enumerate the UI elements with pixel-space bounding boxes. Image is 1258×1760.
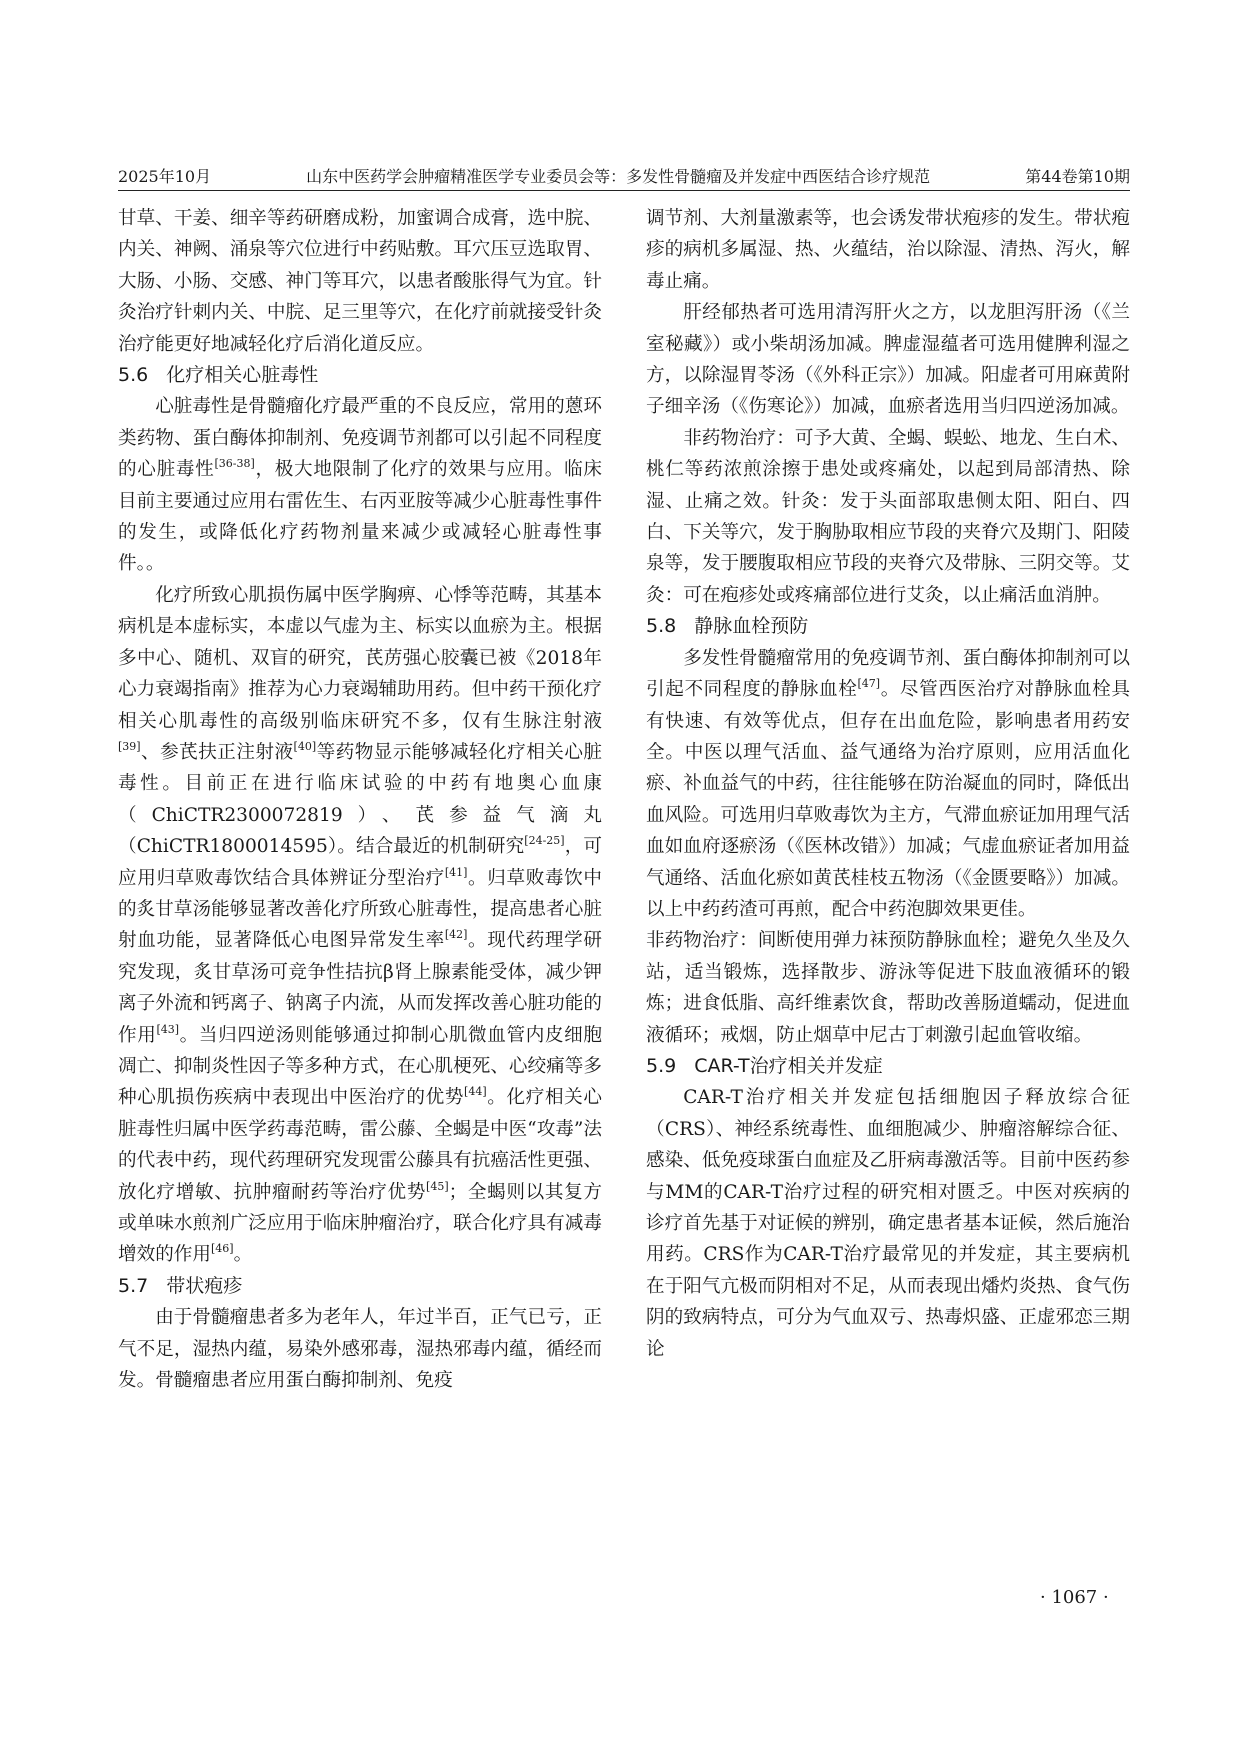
section-title: 带状疱疹 xyxy=(166,1274,243,1297)
paragraph-text: 。归草败毒饮中的炙甘草汤能够显著改善化疗所致心脏毒性，提高患者心脏射血功能，显著降低心电图异常发生率 xyxy=(118,867,602,952)
page-number: · 1067 · xyxy=(1040,1587,1109,1608)
paragraph-text: 等药物显示能够减轻化疗相关心脏毒性。目前正在进行临床试验的中药有地奥心血康（ChiCTR2300072819）、芪参益气滴丸（ChiCTR1800014595）。结合最近的机制研究 xyxy=(118,741,602,858)
header-issue: 第44卷第10期 xyxy=(1025,167,1130,186)
paragraph-text: 调节剂、大剂量激素等，也会诱发带状疱疹的发生。带状疱疹的病机多属湿、热、火蕴结，治以除湿、清热、泻火，解毒止痛。 xyxy=(646,208,1130,292)
paragraph-text: CAR-T治疗相关并发症包括细胞因子释放综合征（CRS）、神经系统毒性、血细胞减少、肿瘤溶解综合征、感染、低免疫球蛋白血症及乙肝病毒激活等。目前中医药参与MM的CAR-T治疗过程的研究相对匮乏。中医对疾病的诊疗首先基于对证候的辨别，确定患者基本证候，然后施治用药。CRS作为CAR-T治疗最常见的并发症，其主要病机在于阳气亢极而阴相对不足，从而表现出燔灼炎热、食气伤阴的致病特点，可分为气血双亏、热毒炽盛、正虚邪恋三期论 xyxy=(646,1087,1130,1360)
paragraph-text: 多发性骨髓瘤常用的免疫调节剂、蛋白酶体抑制剂可以引起不同程度的静脉血栓 xyxy=(646,647,1130,701)
paragraph-text: 化疗所致心肌损伤属中医学胸痹、心悸等范畴，其基本病机是本虚标实，本虚以气虚为主、标实以血瘀为主。根据多中心、随机、双盲的研究，芪苈强心胶囊已被《2018年心力衰竭指南》推荐为心力衰竭辅助用药。但中药干预化疗相关心肌毒性的高级别临床研究不多，仅有生脉注射液 xyxy=(118,584,602,732)
paragraph-text: 非药物治疗：可予大黄、全蝎、蜈蚣、地龙、生白术、桃仁等药浓煎涂擦于患处或疼痛处，以起到局部清热、除湿、止痛之效。针灸：发于头面部取患侧太阳、阳白、四白、下关等穴，发于胸胁取相应节段的夹脊穴及期门、阳陵泉等，发于腰腹取相应节段的夹脊穴及带脉、三阴交等。艾灸：可在疱疹处或疼痛部位进行艾灸，以止痛活血消肿。 xyxy=(646,427,1130,606)
paragraph-text: 。尽管西医治疗对静脉血栓具有快速、有效等优点，但存在出血危险，影响患者用药安全。中医以理气活血、益气通络为治疗原则，应用活血化瘀、补血益气的中药，往往能够在防治凝血的同时，降低出血风险。可选用归草败毒饮为主方，气滞血瘀证加用理气活血如血府逐瘀汤（《医林改错》）加减；气虚血瘀证者加用益气通络、活血化瘀如黄芪桂枝五物汤（《金匮要略》）加减。以上中药药渣可再煎，配合中药泡脚效果更佳。 xyxy=(646,679,1130,920)
citation[interactable]: [39] xyxy=(118,739,141,753)
section-heading-5-9 xyxy=(646,1051,1130,1082)
paragraph-text: ；全蝎则以其复方或单味水煎剂广泛应用于临床肿瘤治疗，联合化疗具有减毒增效的作用 xyxy=(118,1181,602,1266)
paragraph-text: 甘草、干姜、细辛等药研磨成粉，加蜜调合成膏，选中脘、内关、神阙、涌泉等穴位进行中药贴敷。耳穴压豆选取胃、大肠、小肠、交感、神门等耳穴，以患者酸胀得气为宜。针灸治疗针刺内关、中脘、足三里等穴，在化疗前就接受针灸治疗能更好地减轻化疗后消化道反应。 xyxy=(118,208,602,355)
paragraph xyxy=(118,391,602,579)
citation[interactable]: [46] xyxy=(210,1242,234,1256)
section-number: 5.8 xyxy=(646,615,677,638)
paragraph xyxy=(646,203,1130,297)
citation[interactable]: [43] xyxy=(156,1022,180,1036)
citation[interactable]: [42] xyxy=(444,928,468,942)
section-heading-5-7 xyxy=(118,1271,602,1302)
header-title: 山东中医药学会肿瘤精准医学专业委员会等：多发性骨髓瘤及并发症中西医结合诊疗规范 xyxy=(306,167,931,186)
section-heading-5-6 xyxy=(118,360,602,391)
citation[interactable]: [40] xyxy=(293,739,317,753)
paragraph xyxy=(646,643,1130,926)
paragraph-text: 。化疗相关心脏毒性归属中医学药毒范畴，雷公藤、全蝎是中医“攻毒”法的代表中药，现代药理研究发现雷公藤具有抗癌活性更强、放化疗增敏、抗肿瘤耐药等治疗优势 xyxy=(118,1087,602,1203)
paragraph xyxy=(118,203,602,360)
paragraph-text: 。 xyxy=(233,1244,253,1266)
paragraph-text: 。现代药理学研究发现，炙甘草汤可竞争性拮抗β肾上腺素能受体，减少钾离子外流和钙离子、钠离子内流，从而发挥改善心脏功能的作用 xyxy=(118,930,602,1046)
header-date: 2025年10月 xyxy=(118,167,212,186)
paragraph-text: 、参芪扶正注射液 xyxy=(140,741,294,763)
paragraph-text: ，极大地限制了化疗的效果与应用。临床目前主要通过应用右雷佐生、右丙亚胺等减少心脏毒性事件的发生，或降低化疗药物剂量来减少或减轻心脏毒性事件。。 xyxy=(118,459,602,575)
left-column xyxy=(118,203,602,1396)
section-number: 5.7 xyxy=(118,1274,149,1297)
section-number: 5.9 xyxy=(646,1054,677,1077)
paragraph-text: ，可应用归草败毒饮结合具体辨证分型治疗 xyxy=(118,836,602,889)
paragraph-text: 由于骨髓瘤患者多为老年人，年过半百，正气已亏，正气不足，湿热内蕴，易染外感邪毒，湿热邪毒内蕴，循经而发。骨髓瘤患者应用蛋白酶抑制剂、免疫 xyxy=(118,1307,602,1392)
paragraph xyxy=(646,925,1130,1051)
paragraph-text: 肝经郁热者可选用清泻肝火之方，以龙胆泻肝汤（《兰室秘藏》）或小柴胡汤加减。脾虚湿蕴者可选用健脾利湿之方，以除湿胃苓汤（《外科正宗》）加减。阳虚者可用麻黄附子细辛汤（《伤寒论》）加减，血瘀者选用当归四逆汤加减。 xyxy=(646,302,1130,418)
paragraph xyxy=(118,580,602,1271)
paragraph xyxy=(646,1082,1130,1365)
section-heading-5-8 xyxy=(646,611,1130,642)
paragraph-text: 心脏毒性是骨髓瘤化疗最严重的不良反应，常用的蒽环类药物、蛋白酶体抑制剂、免疫调节剂都可以引起不同程度的心脏毒性 xyxy=(118,396,602,481)
section-title: 静脉血栓预防 xyxy=(694,615,809,638)
citation[interactable]: [41] xyxy=(444,865,468,879)
paragraph xyxy=(646,423,1130,611)
section-title: 化疗相关心脏毒性 xyxy=(166,364,319,387)
citation[interactable]: [24-25] xyxy=(524,834,565,848)
section-title: CAR-T治疗相关并发症 xyxy=(694,1054,883,1077)
right-column xyxy=(646,203,1130,1365)
section-number: 5.6 xyxy=(118,364,149,387)
citation[interactable]: [44] xyxy=(464,1085,487,1099)
paragraph xyxy=(118,1302,602,1396)
citation[interactable]: [36-38] xyxy=(214,457,255,471)
paragraph xyxy=(646,297,1130,423)
paragraph-text: 。当归四逆汤则能够通过抑制心肌微血管内皮细胞凋亡、抑制炎性因子等多种方式，在心肌梗死、心绞痛等多种心肌损伤疾病中表现出中医治疗的优势 xyxy=(118,1024,602,1109)
paragraph-text: 非药物治疗：间断使用弹力袜预防静脉血栓；避免久坐及久站，适当锻炼，选择散步、游泳等促进下肢血液循环的锻炼；进食低脂、高纤维素饮食，帮助改善肠道蠕动，促进血液循环；戒烟，防止烟草中尼古丁刺激引起血管收缩。 xyxy=(646,930,1130,1046)
running-header xyxy=(118,167,1130,191)
citation[interactable]: [45] xyxy=(426,1179,449,1193)
citation[interactable]: [47] xyxy=(857,677,881,691)
